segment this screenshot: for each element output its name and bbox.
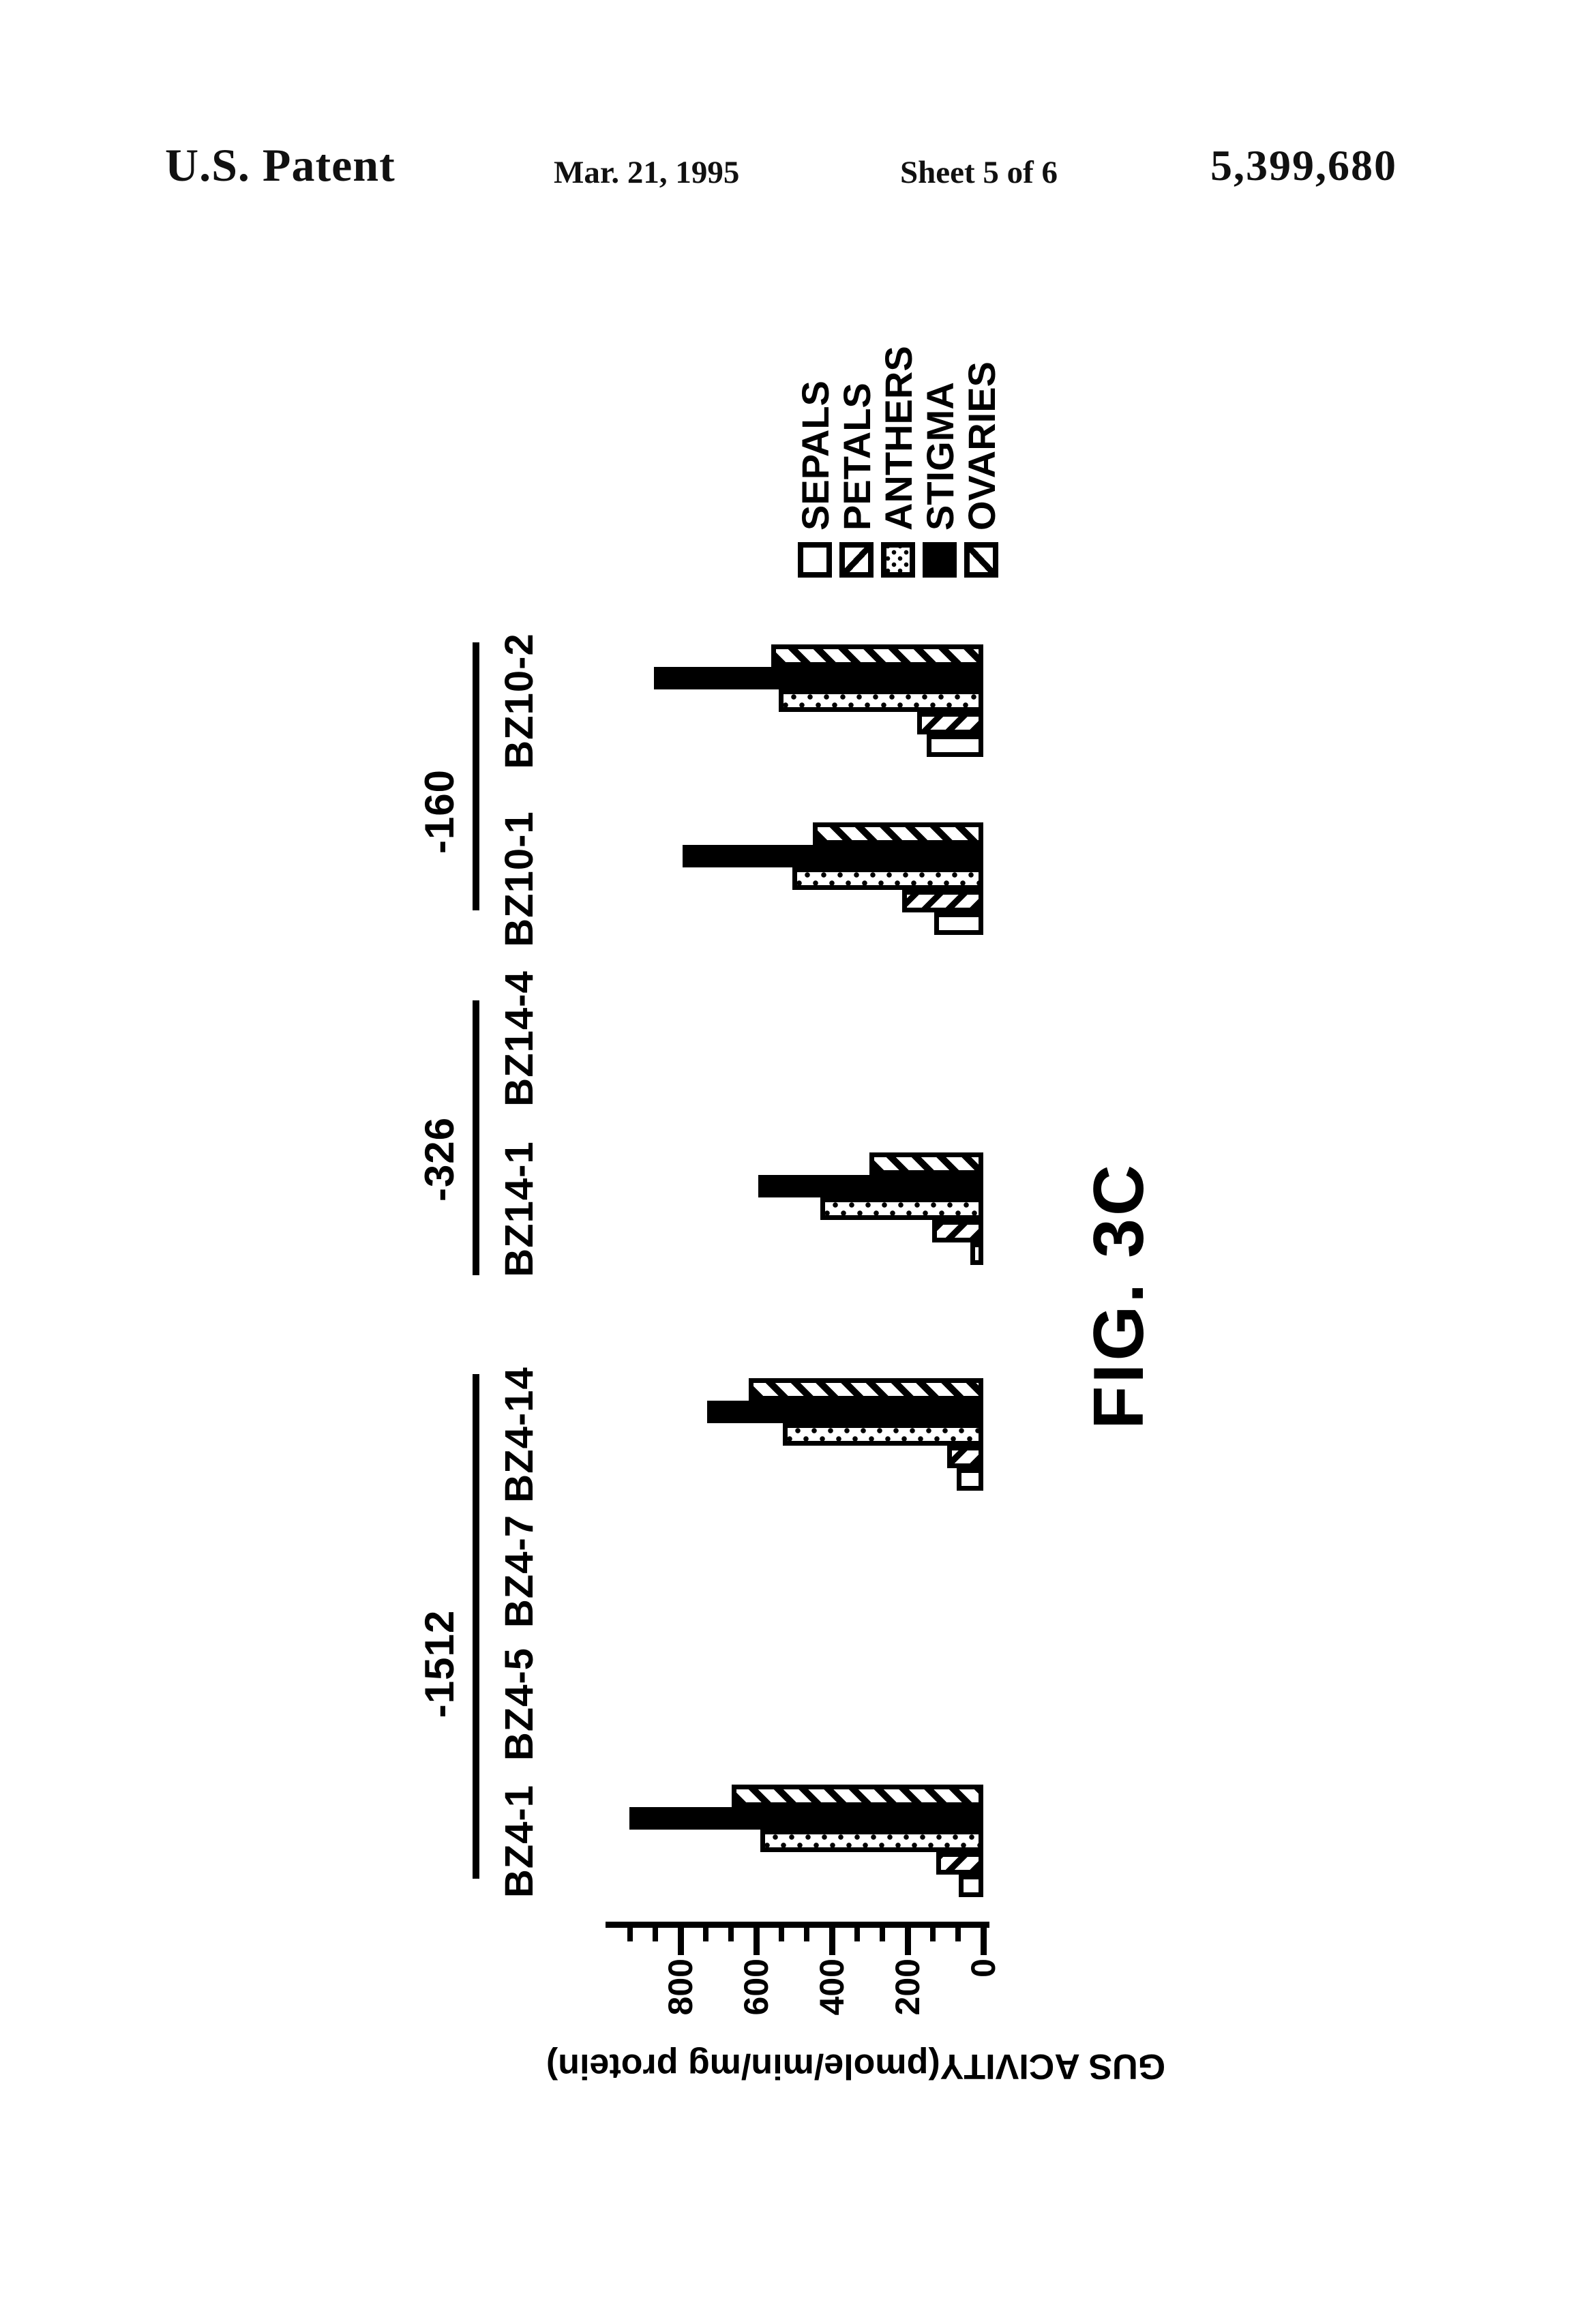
y-major-tick-400 (829, 1928, 835, 1955)
y-tick-label-0: 0 (964, 1958, 1002, 1978)
patent-header-sheet: Sheet 5 of 6 (900, 155, 1058, 190)
bar-ovaries-BZ4-1 (732, 1785, 983, 1808)
bar-sepals-BZ10-2 (927, 735, 983, 758)
bar-stigma-BZ10-2 (654, 668, 983, 690)
bar-anthers-BZ4-1 (760, 1830, 983, 1853)
legend-label-anthers: ANTHERS (877, 346, 920, 531)
y-tick-label-200: 200 (889, 1958, 927, 2016)
y-tick-label-600: 600 (737, 1958, 775, 2016)
bar-sepals-BZ4-14 (957, 1469, 983, 1491)
y-major-tick-0 (981, 1928, 987, 1955)
group-underline--1512 (473, 1374, 479, 1879)
legend-swatch-petals (839, 542, 874, 578)
group-underline--160 (473, 642, 479, 910)
value-axis-line (606, 1922, 989, 1928)
bar-sepals-BZ4-1 (959, 1875, 983, 1898)
sample-label-BZ14-4: BZ14-4 (497, 970, 541, 1107)
y-major-tick-800 (678, 1928, 684, 1955)
y-tick-label-400: 400 (813, 1958, 851, 2016)
patent-header-number: 5,399,680 (1210, 141, 1397, 190)
y-minor-tick (854, 1928, 860, 1941)
fig-3c-bar-chart (382, 346, 1200, 2100)
legend-label-stigma: STIGMA (919, 382, 961, 531)
patent-header-date: Mar. 21, 1995 (554, 155, 740, 190)
y-minor-tick (627, 1928, 633, 1941)
bar-sepals-BZ10-1 (934, 913, 983, 936)
bar-stigma-BZ4-14 (707, 1401, 983, 1424)
sample-label-BZ10-2: BZ10-2 (497, 633, 541, 769)
bar-petals-BZ14-1 (932, 1221, 983, 1243)
patent-header-title: U.S. Patent (165, 139, 395, 191)
figure-caption: FIG. 3C (1079, 1161, 1159, 1430)
y-minor-tick (728, 1928, 734, 1941)
group-label--160: -160 (417, 769, 462, 854)
sample-label-BZ4-5: BZ4-5 (497, 1647, 541, 1761)
bar-petals-BZ10-1 (902, 891, 983, 913)
bar-petals-BZ10-2 (917, 713, 983, 735)
group-label--1512: -1512 (417, 1609, 462, 1718)
sample-label-BZ14-1: BZ14-1 (497, 1141, 541, 1277)
y-minor-tick (779, 1928, 784, 1941)
legend-label-ovaries: OVARIES (960, 361, 1003, 531)
y-major-tick-200 (905, 1928, 911, 1955)
bar-stigma-BZ4-1 (629, 1808, 983, 1830)
sample-label-BZ4-14: BZ4-14 (497, 1367, 541, 1503)
sample-label-BZ4-1: BZ4-1 (497, 1784, 541, 1898)
bar-anthers-BZ10-2 (779, 690, 983, 713)
group-underline--326 (473, 1000, 479, 1275)
bar-anthers-BZ14-1 (820, 1198, 983, 1221)
bar-petals-BZ4-14 (947, 1446, 983, 1469)
y-minor-tick (653, 1928, 658, 1941)
y-tick-label-800: 800 (661, 1958, 700, 2016)
bar-anthers-BZ4-14 (783, 1424, 983, 1446)
legend-label-sepals: SEPALS (794, 381, 837, 531)
bar-ovaries-BZ10-1 (813, 823, 983, 846)
legend-swatch-sepals (798, 542, 832, 578)
y-minor-tick (955, 1928, 961, 1941)
bar-ovaries-BZ4-14 (749, 1379, 983, 1401)
legend-swatch-stigma (923, 542, 957, 578)
group-label--326: -326 (417, 1116, 462, 1202)
legend-label-petals: PETALS (835, 383, 878, 531)
bar-stigma-BZ10-1 (683, 846, 983, 868)
bar-stigma-BZ14-1 (758, 1176, 983, 1198)
bar-ovaries-BZ10-2 (771, 645, 983, 668)
y-axis-label: GUS ACIVITY(pmole/min/mg protein) (546, 2046, 1166, 2086)
y-major-tick-600 (753, 1928, 760, 1955)
y-minor-tick (880, 1928, 885, 1941)
bar-anthers-BZ10-1 (792, 868, 983, 891)
legend-swatch-ovaries (964, 542, 998, 578)
bar-petals-BZ4-1 (936, 1853, 983, 1875)
y-minor-tick (804, 1928, 809, 1941)
bar-sepals-BZ14-1 (970, 1243, 983, 1266)
legend-swatch-anthers (881, 542, 915, 578)
y-minor-tick (703, 1928, 708, 1941)
sample-label-BZ10-1: BZ10-1 (497, 811, 541, 947)
sample-label-BZ4-7: BZ4-7 (497, 1514, 541, 1628)
bar-ovaries-BZ14-1 (869, 1153, 983, 1176)
y-minor-tick (930, 1928, 936, 1941)
